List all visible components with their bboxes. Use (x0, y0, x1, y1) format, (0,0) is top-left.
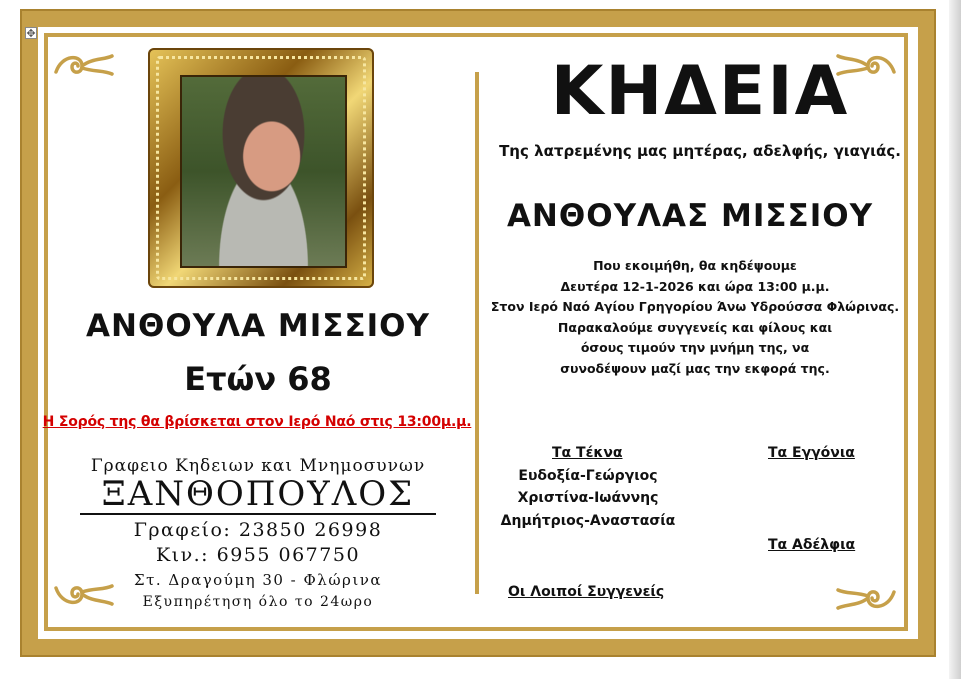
announcement-line: Που εκοιμήθη, θα κηδέψουμε (593, 258, 797, 273)
ornament-swirl-icon (834, 584, 898, 614)
vertical-divider (475, 72, 479, 594)
grandchildren-heading: Τα Εγγόνια (768, 445, 855, 461)
children-list-item: Ευδοξία-Γεώργιος (518, 468, 658, 484)
ornament-swirl-icon (52, 50, 116, 80)
move-cross-icon[interactable]: ✥ (26, 28, 36, 40)
deceased-name-genitive: ΑΝΘΟΥΛΑΣ ΜΙΣΣΙΟΥ (506, 198, 874, 234)
funeral-home-title: Γραφειο Κηδειων και Μνημοσυνων (90, 456, 426, 476)
announcement-line: Στον Ιερό Ναό Αγίου Γρηγορίου Άνω Υδρούσσα Φλώρινας. (490, 299, 900, 314)
siblings-heading: Τα Αδέλφια (768, 537, 856, 553)
funeral-home-mobile-phone: Κιν.: 6955 067750 (155, 544, 361, 566)
funeral-home-address: Στ. Δραγούμη 30 - Φλώρινα (133, 571, 382, 589)
portrait-photo (180, 75, 347, 268)
children-heading: Τα Τέκνα (552, 445, 623, 461)
funeral-home-name: ΞΑΝΘΟΠΟΥΛΟΣ (80, 475, 436, 515)
deceased-name: ΑΝΘΟΥΛΑ ΜΙΣΣΙΟΥ (86, 308, 430, 344)
announcement-line: Δευτέρα 12-1-2026 και ώρα 13:00 μ.μ. (560, 278, 830, 294)
deceased-age: Ετών 68 (184, 360, 332, 398)
funeral-home-service-hours: Εξυπηρέτηση όλο το 24ωρο (142, 594, 374, 610)
page-edge (949, 0, 961, 679)
announcement-line: Παρακαλούμε συγγενείς και φίλους και (557, 319, 833, 335)
coffin-location-note: Η Σορός της θα βρίσκεται στον Ιερό Ναό στις 13:00μ.μ. (42, 414, 472, 430)
other-relatives-heading: Οι Λοιποί Συγγενείς (508, 584, 665, 600)
announcement-line: συνοδέψουν μαζί μας την εκφορά της. (560, 360, 830, 376)
headline: ΚΗΔΕΙΑ (550, 52, 850, 131)
subtitle: Της λατρεμένης μας μητέρας, αδελφής, γιαγιάς. (499, 142, 901, 160)
funeral-home-office-phone: Γραφείο: 23850 26998 (133, 519, 383, 541)
children-list-item: Χριστίνα-Ιωάννης (517, 490, 659, 506)
announcement (480, 256, 910, 379)
children-list-item: Δημήτριος-Αναστασία (500, 513, 676, 529)
announcement-line: όσους τιμούν την μνήμη της, να (580, 340, 810, 355)
